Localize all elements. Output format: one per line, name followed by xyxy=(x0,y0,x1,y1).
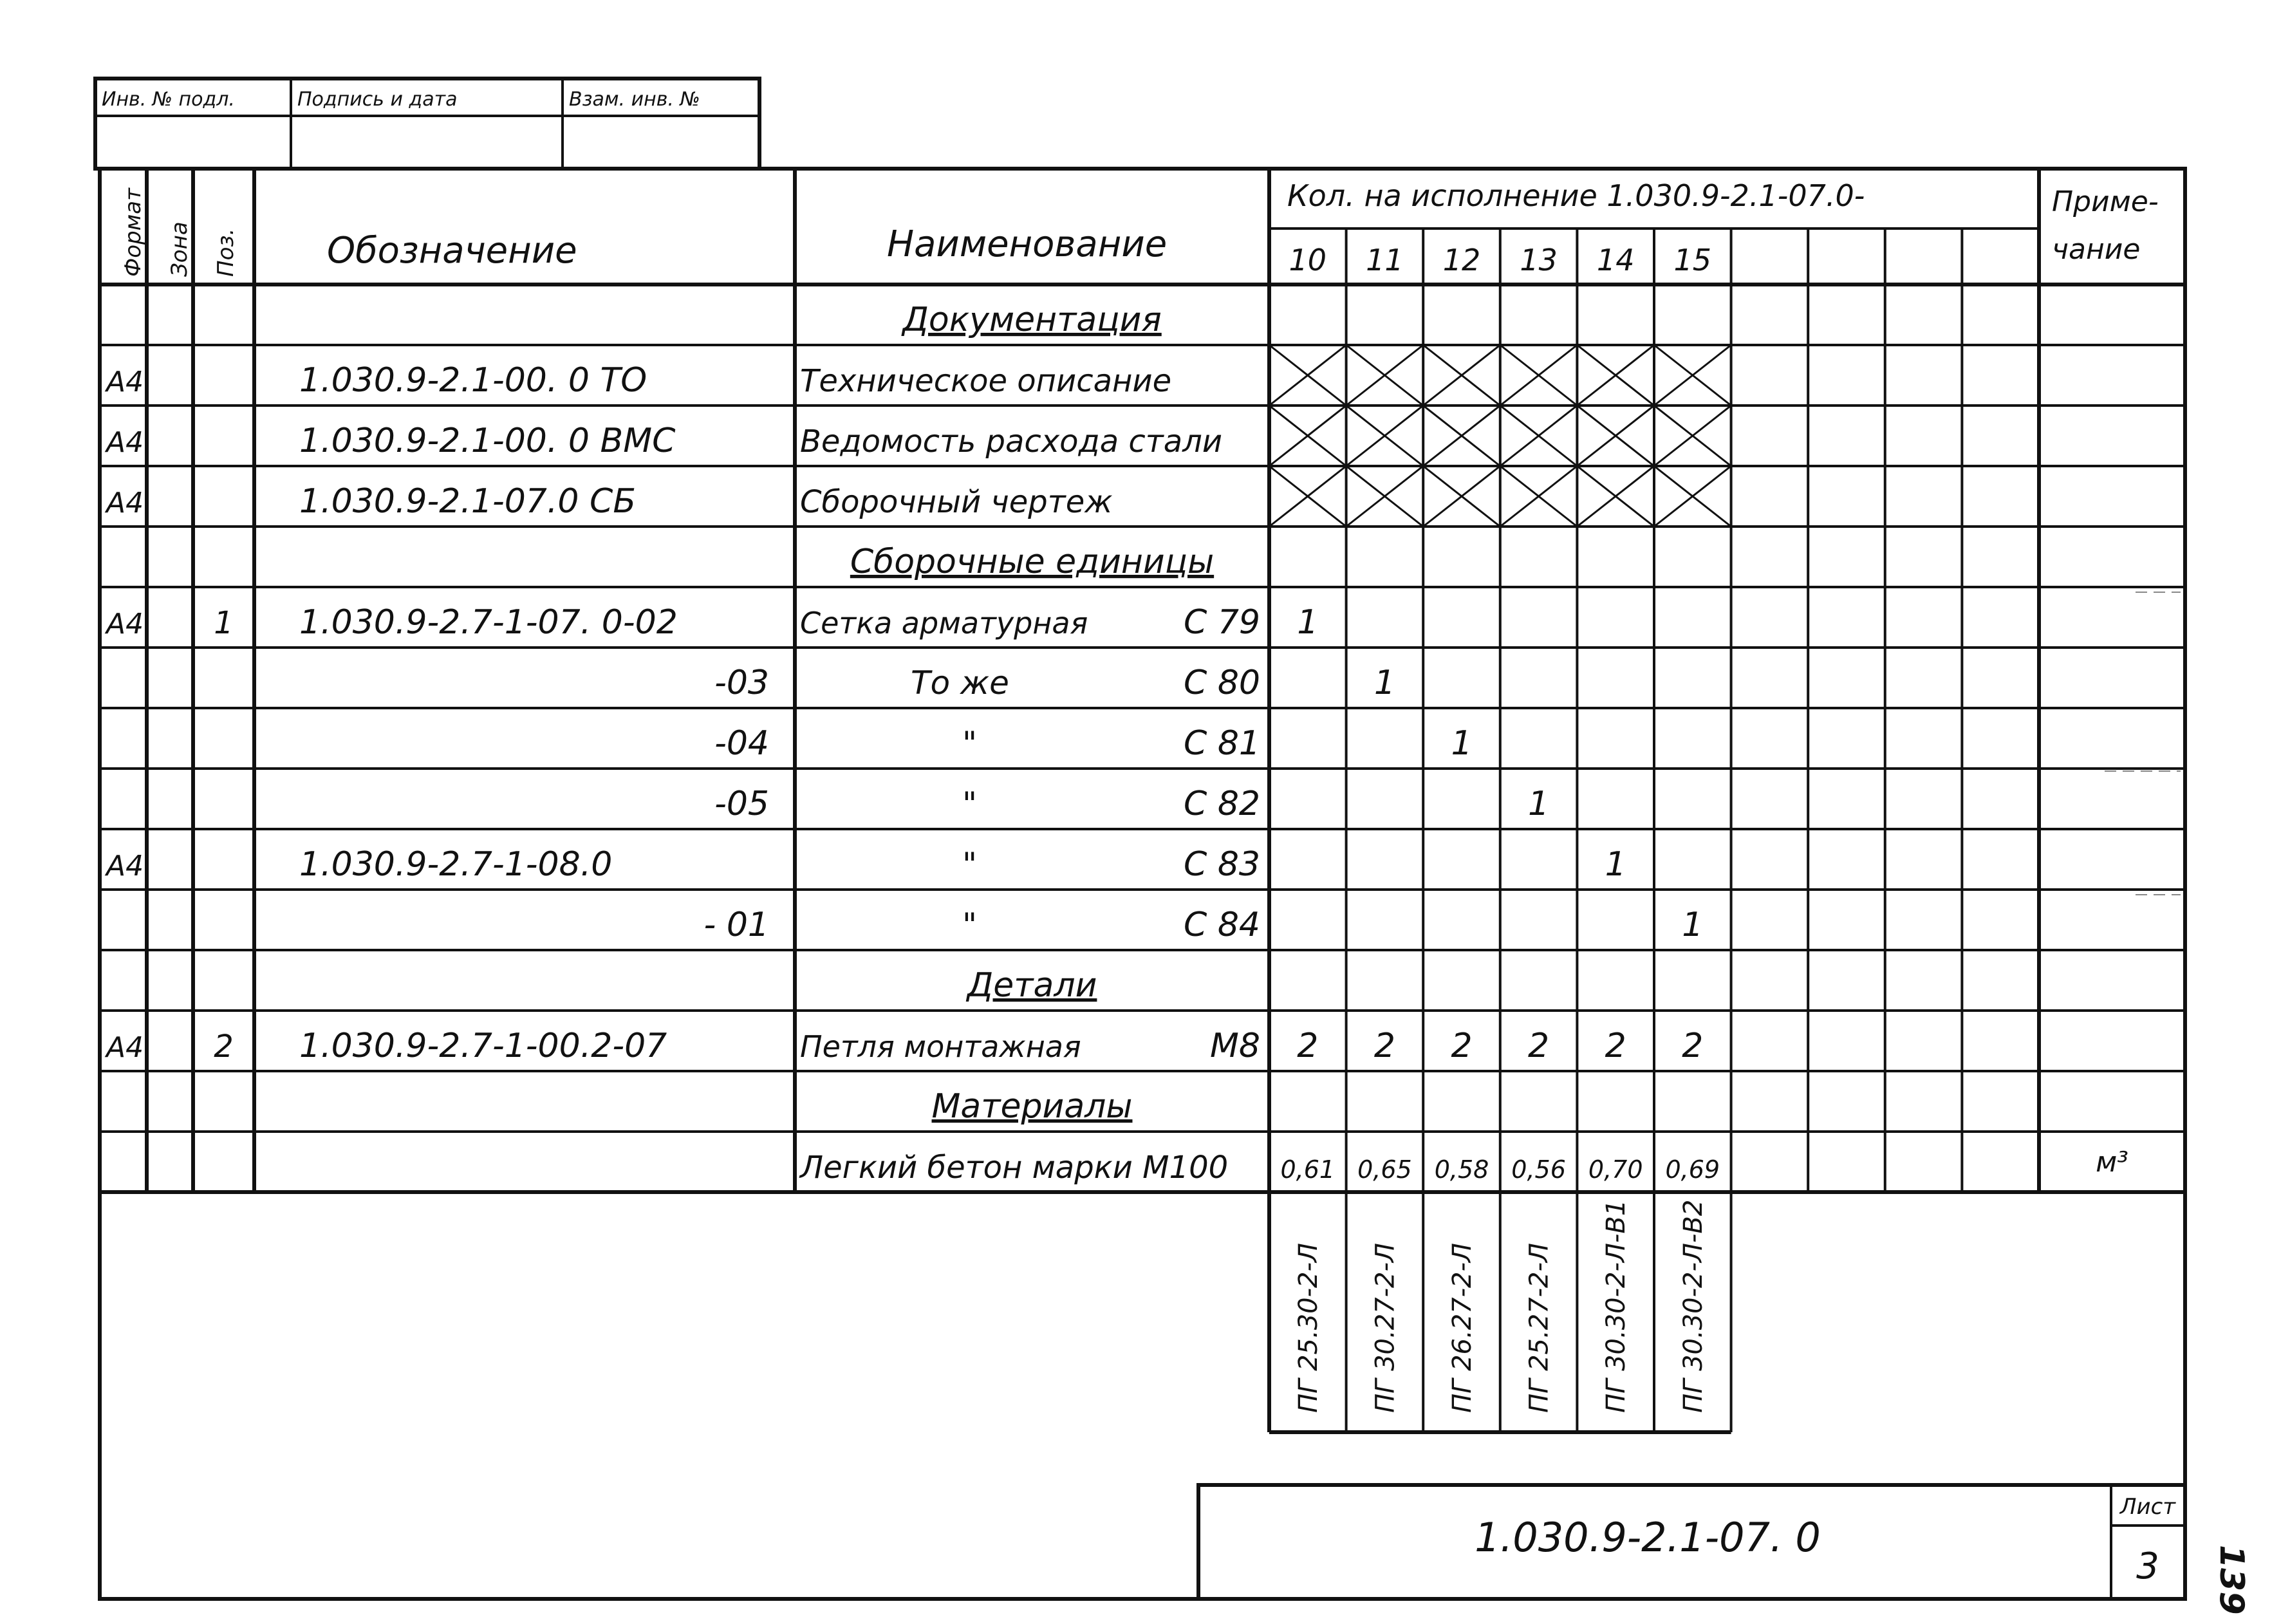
stamp-signature-label: Подпись и дата xyxy=(297,88,458,111)
section-heading: Детали xyxy=(967,966,1097,1005)
specification-table xyxy=(100,169,2185,1432)
row-mark: С 81 xyxy=(1183,724,1260,763)
row-name: " xyxy=(962,785,977,823)
table-row xyxy=(104,466,1731,527)
page-number: 139 xyxy=(2212,1545,2251,1615)
section-heading: Материалы xyxy=(931,1087,1133,1126)
row-mark: С 83 xyxy=(1183,845,1260,884)
row-designation: - 01 xyxy=(703,906,769,944)
stamp-inventory-label: Инв. № подл. xyxy=(102,88,235,111)
row-quantity: 2 xyxy=(1451,1027,1473,1065)
row-name: Петля монтажная xyxy=(800,1029,1081,1064)
row-name: " xyxy=(962,846,977,883)
row-name: Техническое описание xyxy=(800,363,1172,399)
table-row xyxy=(850,543,1214,581)
row-quantity: 0,61 xyxy=(1280,1155,1336,1184)
table-row xyxy=(104,603,1318,642)
note-margin-marks xyxy=(2105,592,2181,895)
table-row xyxy=(966,966,1097,1005)
row-name: " xyxy=(962,906,977,944)
row-designation: 1.030.9-2.7-1-08.0 xyxy=(299,845,613,884)
table-row xyxy=(104,406,1731,466)
header-variant-14: 14 xyxy=(1596,243,1635,277)
row-format: А4 xyxy=(106,366,144,398)
row-format: А4 xyxy=(106,487,144,519)
row-quantity: 2 xyxy=(1373,1027,1395,1065)
row-mark: С 79 xyxy=(1183,603,1260,642)
row-mark: С 80 xyxy=(1183,664,1260,702)
header-designation: Обозначение xyxy=(327,230,577,272)
section-heading: Сборочные единицы xyxy=(850,543,1215,581)
table-row xyxy=(104,1027,1703,1065)
table-row xyxy=(714,664,1395,702)
section-heading: Документация xyxy=(902,301,1162,339)
row-name: Сетка арматурная xyxy=(800,606,1088,640)
row-designation: -03 xyxy=(714,664,769,702)
header-zone: Зона xyxy=(167,221,192,277)
header-variant-11: 11 xyxy=(1366,243,1404,277)
row-format: А4 xyxy=(106,426,144,459)
table-row xyxy=(104,345,1731,406)
product-mark: ПГ 25.30-2-Л xyxy=(1293,1243,1323,1413)
header-variant-10: 10 xyxy=(1289,243,1327,277)
row-position: 1 xyxy=(214,605,234,641)
row-quantity: 1 xyxy=(1451,724,1473,763)
header-format: Формат xyxy=(120,188,146,277)
row-quantity: 1 xyxy=(1297,603,1319,642)
table-row xyxy=(932,1087,1133,1126)
row-designation: 1.030.9-2.7-1-00.2-07 xyxy=(299,1027,667,1065)
header-variant-12: 12 xyxy=(1442,243,1481,277)
row-quantity: 1 xyxy=(1605,845,1626,884)
table-row xyxy=(901,301,1161,339)
header-variant-15: 15 xyxy=(1673,243,1712,277)
row-position: 2 xyxy=(214,1029,234,1065)
row-name: Легкий бетон марки М100 xyxy=(800,1150,1229,1186)
row-mark: С 82 xyxy=(1183,785,1260,823)
stamp-replacement-label: Взам. инв. № xyxy=(569,88,700,111)
product-mark: ПГ 25.27-2-Л xyxy=(1524,1243,1554,1413)
row-note: м³ xyxy=(2096,1146,2128,1179)
row-designation: 1.030.9-2.1-00. 0 ТО xyxy=(299,361,647,400)
row-format: А4 xyxy=(106,850,144,882)
header-variant-13: 13 xyxy=(1520,243,1558,277)
row-designation: -05 xyxy=(714,785,769,823)
row-mark: С 84 xyxy=(1183,906,1260,944)
row-name: " xyxy=(962,725,977,762)
row-designation: 1.030.9-2.1-07.0 СБ xyxy=(299,482,636,521)
row-quantity: 2 xyxy=(1528,1027,1550,1065)
row-quantity: 0,65 xyxy=(1357,1155,1412,1184)
row-quantity: 2 xyxy=(1297,1027,1319,1065)
header-note-top: Приме- xyxy=(2052,185,2159,218)
product-mark: ПГ 30.30-2-Л-В2 xyxy=(1678,1199,1708,1413)
header-quantity-title: Кол. на исполнение 1.030.9-2.1-07.0- xyxy=(1287,178,1865,213)
row-designation: 1.030.9-2.7-1-07. 0-02 xyxy=(299,603,678,642)
row-quantity: 1 xyxy=(1373,664,1395,702)
row-format: А4 xyxy=(106,1031,144,1064)
row-name: Ведомость расхода стали xyxy=(800,424,1223,460)
row-name: Сборочный чертеж xyxy=(800,484,1113,520)
header-name: Наименование xyxy=(887,223,1168,265)
title-sheet-label: Лист xyxy=(2119,1494,2176,1520)
title-sheet-number: 3 xyxy=(2136,1545,2159,1587)
table-row xyxy=(714,724,1472,763)
table-row xyxy=(104,845,1626,884)
header-position: Поз. xyxy=(213,228,239,277)
row-name: То же xyxy=(911,664,1009,702)
row-format: А4 xyxy=(106,608,144,640)
header-note-bottom: чание xyxy=(2052,233,2141,266)
row-quantity: 0,56 xyxy=(1511,1155,1566,1184)
product-mark: ПГ 30.27-2-Л xyxy=(1370,1243,1401,1413)
row-quantity: 1 xyxy=(1528,785,1550,823)
approval-stamp xyxy=(95,79,759,169)
table-row xyxy=(799,1146,2128,1186)
row-quantity: 0,58 xyxy=(1434,1155,1489,1184)
title-document-code: 1.030.9-2.1-07. 0 xyxy=(1475,1514,1821,1561)
row-quantity: 1 xyxy=(1682,906,1704,944)
row-designation: 1.030.9-2.1-00. 0 ВМС xyxy=(299,422,676,460)
title-block xyxy=(1198,1485,2185,1599)
row-quantity: 0,70 xyxy=(1588,1155,1643,1184)
row-designation: -04 xyxy=(714,724,769,763)
table-row xyxy=(704,906,1704,944)
product-mark: ПГ 30.30-2-Л-В1 xyxy=(1601,1199,1632,1413)
row-mark: М8 xyxy=(1210,1027,1260,1065)
row-quantity: 2 xyxy=(1682,1027,1704,1065)
table-rows xyxy=(104,301,2128,1186)
row-quantity: 2 xyxy=(1605,1027,1626,1065)
table-grid xyxy=(100,169,2185,1432)
product-mark: ПГ 26.27-2-Л xyxy=(1448,1243,1477,1413)
row-quantity: 0,69 xyxy=(1665,1155,1720,1184)
